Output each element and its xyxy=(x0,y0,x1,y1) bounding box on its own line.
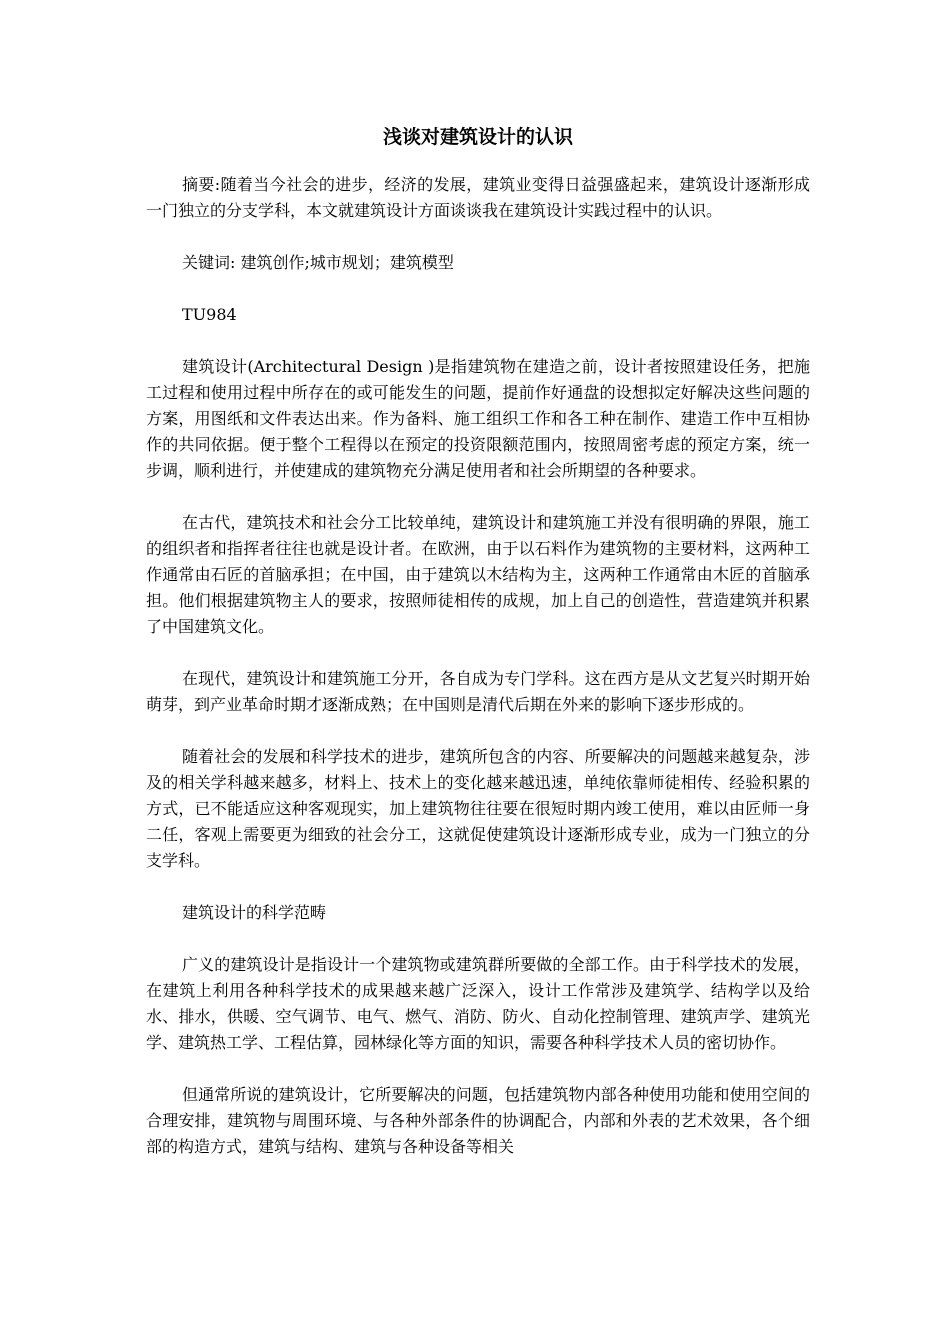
section-heading: 建筑设计的科学范畴 xyxy=(182,903,327,922)
body-paragraph-2: 在古代，建筑技术和社会分工比较单纯，建筑设计和建筑施工并没有很明确的界限，施工的组织者和指挥者往往也就是设计者。在欧洲，由于以石料作为建筑物的主要材料，这两种工作通常由石匠的首脑承担；在中国，由于建筑以木结构为主，这两种工作通常由木匠的首脑承担。他们根据建筑物主人的要求，按照师徒相传的成规，加上自己的创造性，营造建筑并积累了中国建筑文化。 xyxy=(146,513,810,636)
document-page xyxy=(146,122,810,1186)
body-paragraph-3: 在现代，建筑设计和建筑施工分开，各自成为专门学科。这在西方是从文艺复兴时期开始萌芽，到产业革命时期才逐渐成熟；在中国则是清代后期在外来的影响下逐步形成的。 xyxy=(146,669,810,714)
body-paragraph-5: 广义的建筑设计是指设计一个建筑物或建筑群所要做的全部工作。由于科学技术的发展，在建筑上利用各种科学技术的成果越来越广泛深入，设计工作常涉及建筑学、结构学以及给水、排水，供暖、空气调节、电气、燃气、消防、防火、自动化控制管理、建筑声学、建筑光学、建筑热工学、工程估算，园林绿化等方面的知识，需要各种科学技术人员的密切协作。 xyxy=(146,955,810,1052)
document-title: 浅谈对建筑设计的认识 xyxy=(382,126,573,148)
body-paragraph-6: 但通常所说的建筑设计，它所要解决的问题，包括建筑物内部各种使用功能和使用空间的合理安排，建筑物与周围环境、与各种外部条件的协调配合，内部和外表的艺术效果，各个细部的构造方式，建筑与结构、建筑与各种设备等相关 xyxy=(146,1085,810,1156)
body-paragraph-4: 随着社会的发展和科学技术的进步，建筑所包含的内容、所要解决的问题越来越复杂，涉及的相关学科越来越多，材料上、技术上的变化越来越迅速，单纯依靠师徒相传、经验积累的方式，已不能适应这种客观现实，加上建筑物往往要在很短时期内竣工使用，难以由匠师一身二任，客观上需要更为细致的社会分工，这就促使建筑设计逐渐形成专业，成为一门独立的分支学科。 xyxy=(146,747,810,870)
keywords-paragraph: 关键词: 建筑创作;城市规划；建筑模型 xyxy=(182,253,454,272)
abstract-paragraph: 摘要:随着当今社会的进步，经济的发展，建筑业变得日益强盛起来，建筑设计逐渐形成一门独立的分支学科，本文就建筑设计方面谈谈我在建筑设计实践过程中的认识。 xyxy=(146,175,810,220)
body-paragraph-1: 建筑设计(Architectural Design )是指建筑物在建造之前，设计者按照建设任务，把施工过程和使用过程中所存在的或可能发生的问题，提前作好通盘的设想拟定好解决这些问题的方案，用图纸和文件表达出来。作为备料、施工组织工作和各工种在制作、建造工作中互相协作的共同依据。便于整个工程得以在预定的投资限额范围内，按照周密考虑的预定方案，统一步调，顺利进行，并使建成的建筑物充分满足使用者和社会所期望的各种要求。 xyxy=(146,357,810,480)
classification-code: TU984 xyxy=(182,305,237,324)
